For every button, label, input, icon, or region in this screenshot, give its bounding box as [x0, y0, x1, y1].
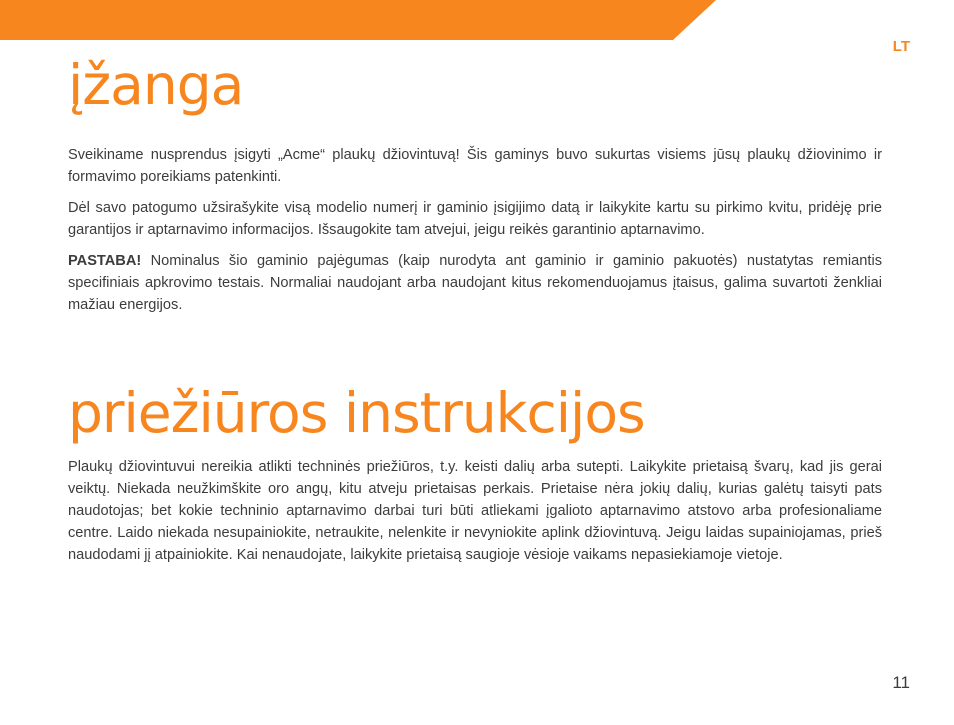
care-title: priežiūros instrukcijos [68, 381, 645, 445]
language-code: LT [892, 38, 910, 55]
care-paragraph: Plaukų džiovintuvui nereikia atlikti techninės priežiūros, t.y. keisti dalių arba sutepti. Laikykite prietaisą švarų, kad jis gerai veiktų. Niekada neužkimškite oro angų, kitu atveju prietaisas perkais. Prietaise nėra jokių dalių, kurias galėtų taisyti pats naudotojas; bet kokie techninio aptarnavimo darbai turi būti atliekami įgalioto aptarnavimo atstovo arba profesionaliame centre. Laido niekada nesupainiokite, netraukite, nelenkite ir nevyniokite aplink džiovintuvą. Jeigu laidas supainiojamas, prieš naudodami jį atpainiokite. Kai nenaudojate, laikykite prietaisą saugioje vėsioje vaikams nepasiekiamoje vietoje. [68, 459, 882, 563]
intro-note [68, 250, 882, 316]
note-text: Nominalus šio gaminio pajėgumas (kaip nurodyta ant gaminio ir gaminio pakuotės) nustatytas remiantis specifiniais apkrovimo testais. Normaliai naudojant arba naudojant kitus rekomenduojamus įtaisus, galima suvartoti ženkliai mažiau energijos. [68, 253, 882, 313]
intro-title: įžanga [68, 53, 244, 117]
intro-paragraph-registration: Dėl savo patogumo užsirašykite visą modelio numerį ir gaminio įsigijimo datą ir laikykite kartu su pirkimo kvitu, pridėję prie garantijos ir aptarnavimo informacijos. Išsaugokite tam atvejui, jeigu reikės garantinio aptarnavimo. [68, 200, 882, 238]
header-accent-bar [0, 0, 716, 40]
intro-paragraph-welcome: Sveikiname nusprendus įsigyti „Acme“ plaukų džiovintuvą! Šis gaminys buvo sukurtas visiems jūsų plaukų džiovinimo ir formavimo poreikiams patenkinti. [68, 147, 882, 185]
note-label: PASTABA! [68, 253, 142, 269]
care-section [68, 456, 882, 575]
intro-section [68, 144, 882, 325]
page-number: 11 [892, 673, 910, 692]
